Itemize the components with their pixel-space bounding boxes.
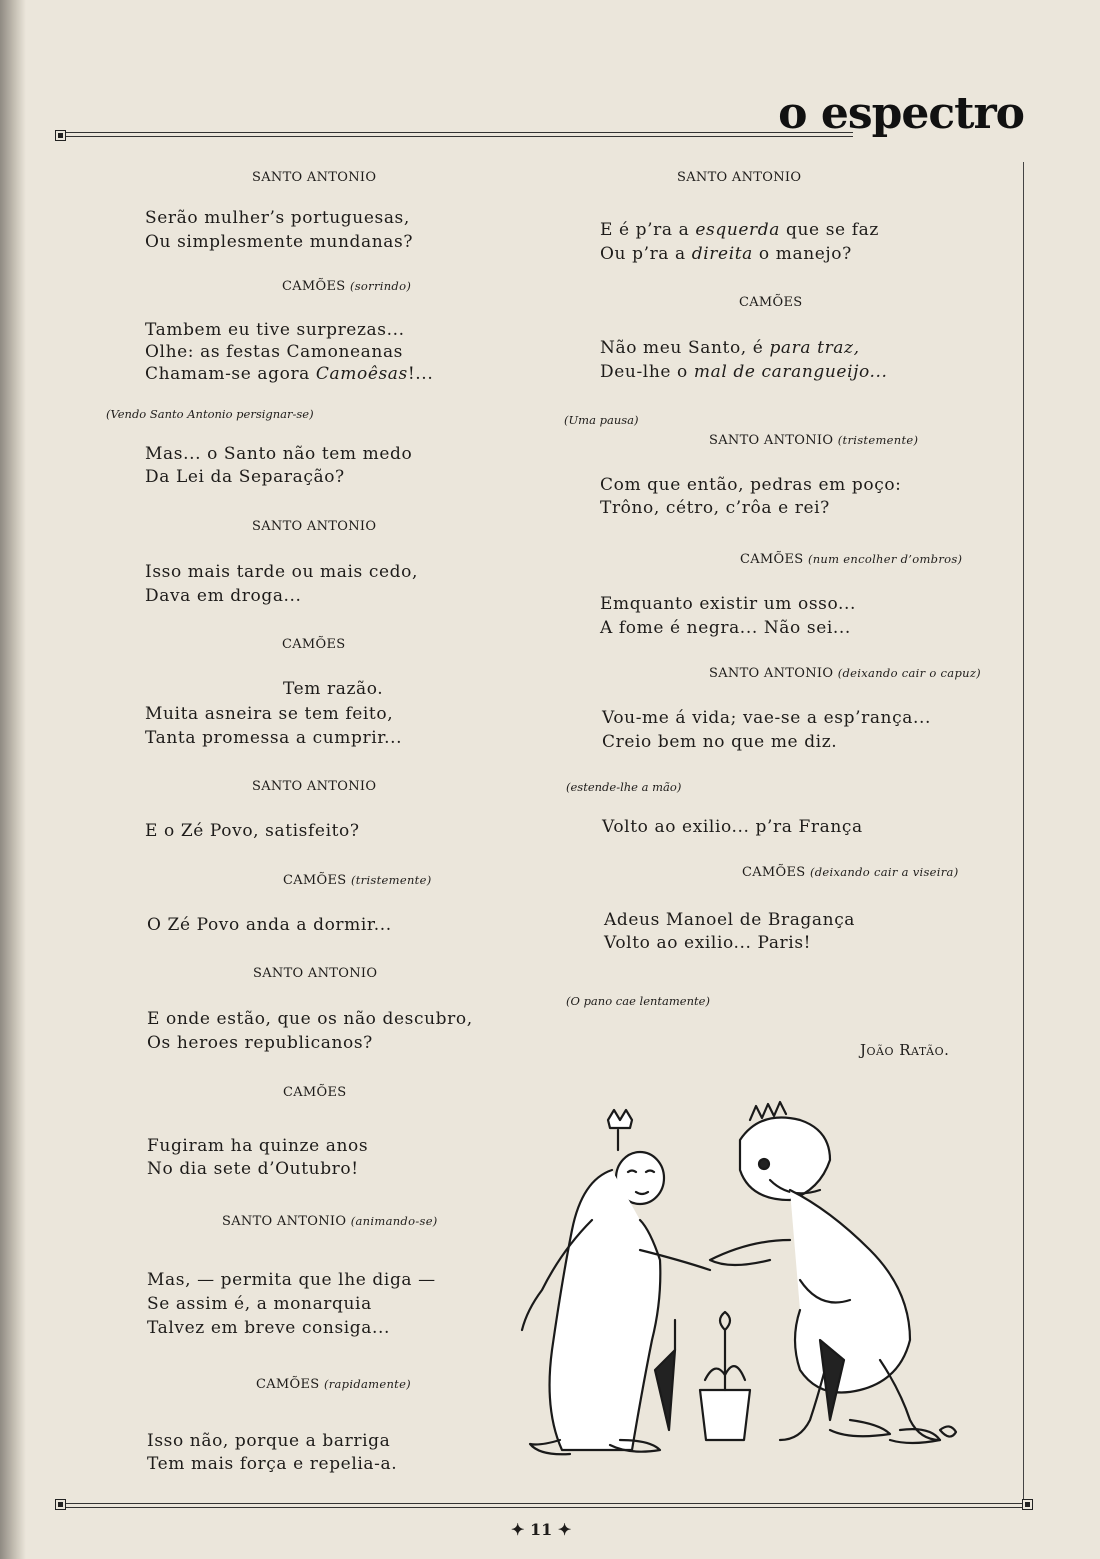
verse-line: Vou-me á vida; vae-se a esp’rança... <box>602 708 931 728</box>
corner-ornament-bottom-right <box>1022 1499 1033 1510</box>
verse-line <box>600 220 879 240</box>
verse-line: No dia sete d’Outubro! <box>147 1159 359 1179</box>
verse-line: Tanta promessa a cumprir... <box>145 728 403 748</box>
speaker-name: CAMÕES <box>283 873 347 888</box>
stage-direction: (deixando cair a viseira) <box>809 865 959 879</box>
speaker-name: SANTO ANTONIO <box>709 666 834 681</box>
verse-text: Deu-lhe o <box>600 362 694 382</box>
verse-line: Com que então, pedras em poço: <box>600 475 902 495</box>
verse-line: Trôno, cétro, c’rôa e rei? <box>600 498 830 518</box>
speaker-name: CAMÕES <box>740 552 804 567</box>
verse-line: Se assim é, a monarquia <box>147 1294 372 1314</box>
corner-ornament-bottom-left <box>55 1499 66 1510</box>
verse-emphasis: Camoêsas <box>315 364 408 384</box>
monk-figure <box>522 1110 710 1454</box>
verse-line: Dava em droga... <box>145 586 302 606</box>
corner-ornament-top-left <box>55 130 66 141</box>
speaker-name: CAMÕES <box>742 865 806 880</box>
verse-line: E onde estão, que os não descubro, <box>147 1009 473 1029</box>
verse-line: A fome é negra... Não sei... <box>600 618 851 638</box>
verse-line: Da Lei da Separação? <box>145 467 345 487</box>
speaker-label <box>283 873 431 888</box>
verse-line <box>145 364 433 384</box>
verse-text: E é p’ra a <box>600 220 696 240</box>
speaker-label <box>742 865 959 880</box>
speaker-name: CAMÕES <box>256 1377 320 1392</box>
verse-line <box>600 244 852 264</box>
speaker-label: SANTO ANTONIO <box>252 170 377 185</box>
verse-line: Emquanto existir um osso... <box>600 594 857 614</box>
verse-emphasis: para traz, <box>769 338 860 358</box>
verse-line <box>600 362 888 382</box>
speaker-label: CAMÕES <box>283 1085 347 1100</box>
speaker-label <box>709 433 918 448</box>
frame-rule-bottom-inner <box>60 1503 1028 1504</box>
speaker-label: CAMÕES <box>739 295 803 310</box>
stage-direction: (estende-lhe a mão) <box>566 780 682 794</box>
verse-line: Isso mais tarde ou mais cedo, <box>145 562 418 582</box>
verse-emphasis: mal de carangueijo... <box>693 362 888 382</box>
verse-line: Tambem eu tive surprezas... <box>145 320 405 340</box>
verse-line: O Zé Povo anda a dormir... <box>147 915 392 935</box>
frame-rule-right <box>1023 162 1024 1500</box>
verse-line: Ou simplesmente mundanas? <box>145 232 414 252</box>
stage-direction: (deixando cair o capuz) <box>837 666 981 680</box>
speaker-label: SANTO ANTONIO <box>252 779 377 794</box>
verse-line: Volto ao exilio... p’ra França <box>602 817 863 837</box>
verse-text: o manejo? <box>752 244 852 264</box>
speaker-name: SANTO ANTONIO <box>222 1214 347 1229</box>
stage-direction: (tristemente) <box>837 433 919 447</box>
verse-line: Tem mais força e repelia-a. <box>147 1454 398 1474</box>
book-spine-shadow <box>0 0 26 1559</box>
caricature-illustration <box>500 1100 980 1470</box>
stage-direction: (O pano cae lentamente) <box>566 994 710 1008</box>
stage-direction: (Vendo Santo Antonio persignar-se) <box>106 407 314 421</box>
verse-line: Os heroes republicanos? <box>147 1033 373 1053</box>
verse-line: Serão mulher’s portuguesas, <box>145 208 410 228</box>
verse-text: Chamam-se agora <box>145 364 316 384</box>
verse-line: Muita asneira se tem feito, <box>145 704 394 724</box>
verse-line: Volto ao exilio... Paris! <box>604 933 812 953</box>
verse-emphasis: esquerda <box>695 220 780 240</box>
verse-line: Adeus Manoel de Bragança <box>604 910 856 930</box>
stage-direction: (num encolher d’ombros) <box>807 552 963 566</box>
verse-text: que se faz <box>780 220 879 240</box>
speaker-label <box>256 1377 411 1392</box>
speaker-label: SANTO ANTONIO <box>252 519 377 534</box>
speaker-name: CAMÕES <box>282 279 346 294</box>
verse-line: Mas, — permita que lhe diga — <box>147 1270 436 1290</box>
verse-line: E o Zé Povo, satisfeito? <box>145 821 360 841</box>
page-number: ✦ 11 ✦ <box>511 1520 572 1539</box>
masthead-logo: o espectro <box>778 88 1024 139</box>
speaker-label: CAMÕES <box>282 637 346 652</box>
stage-direction: (sorrindo) <box>349 279 412 293</box>
verse-text: !... <box>407 364 434 384</box>
verse-line: Olhe: as festas Camoneanas <box>145 342 403 362</box>
stage-direction: (tristemente) <box>350 873 432 887</box>
verse-line <box>600 338 860 358</box>
verse-line: Tem razão. <box>283 679 384 699</box>
speaker-label: SANTO ANTONIO <box>253 966 378 981</box>
frame-rule-bottom <box>60 1507 1028 1508</box>
speaker-label: SANTO ANTONIO <box>677 170 802 185</box>
verse-emphasis: direita <box>691 244 753 264</box>
verse-line: Mas... o Santo não tem medo <box>145 444 413 464</box>
speaker-label <box>222 1214 438 1229</box>
artist-signature <box>940 1426 956 1436</box>
author-signature: João Ratão. <box>860 1041 950 1059</box>
verse-text: Ou p’ra a <box>600 244 692 264</box>
verse-line: Isso não, porque a barriga <box>147 1431 391 1451</box>
flower-pot <box>700 1312 750 1440</box>
frame-rule-top <box>60 132 853 133</box>
stage-direction: (animando-se) <box>350 1214 438 1228</box>
speaker-label <box>709 666 981 681</box>
speaker-label <box>282 279 411 294</box>
stage-direction: (Uma pausa) <box>564 413 639 427</box>
verse-line: Creio bem no que me diz. <box>602 732 838 752</box>
speaker-label <box>740 552 962 567</box>
verse-text: Não meu Santo, é <box>600 338 770 358</box>
stage-direction: (rapidamente) <box>323 1377 411 1391</box>
verse-line: Talvez em breve consiga... <box>147 1318 391 1338</box>
verse-line: Fugiram ha quinze anos <box>147 1136 369 1156</box>
speaker-name: SANTO ANTONIO <box>709 433 834 448</box>
frame-rule-top-inner <box>60 136 853 137</box>
